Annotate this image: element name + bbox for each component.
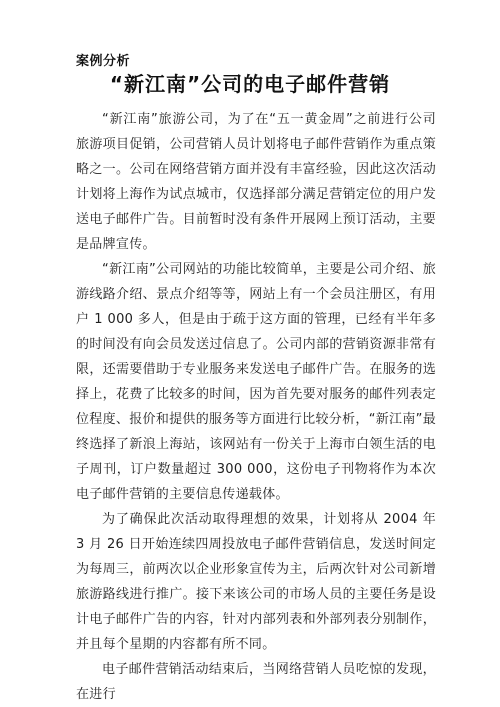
document-title: “新江南”公司的电子邮件营销 [109, 72, 391, 96]
paragraph: 电子邮件营销活动结束后，当网络营销人员吃惊的发现，在进行 [76, 662, 436, 702]
paragraph: 为了确保此次活动取得理想的效果，计划将从 2004 年 3 月 26 日开始连续四周投放电子邮件营销信息，发送时间定为每周三，前两次以企业形象宣传为主，后两次针对公司新增旅游路线进行推广。接下来该公司的市场人员的主要任务是设计电子邮件广告的内容，针对内部列表和外部列表分别制作，并且每个星期的内容都有所不同。 [76, 512, 436, 652]
paragraph: “新江南”公司网站的功能比较简单，主要是公司介绍、旅游线路介绍、景点介绍等等，网站上有一个会员注册区，有用户 1 000 多人，但是由于疏于这方面的管理，已经有半年多的时间没有向会员发送过信息了。公司内部的营销资源非常有限，还需要借助于专业服务来发送电子邮件广告。在服务的选择上，花费了比较多的时间，因为首先要对服务的邮件列表定位程度、报价和提供的服务等方面进行比较分析，“新江南”最终选择了新浪上海站，该网站有一份关于上海市白领生活的电子周刊，订户数量超过 300 000，这份电子刊物将作为本次电子邮件营销的主要信息传递载体。 [76, 262, 436, 502]
document-body [76, 107, 436, 707]
section-label: 案例分析 [76, 54, 131, 69]
paragraph: “新江南”旅游公司，为了在“五一黄金周”之前进行公司旅游项目促销，公司营销人员计划将电子邮件营销作为重点策略之一。公司在网络营销方面并没有丰富经验，因此这次活动计划将上海作为试点城市，仅选择部分满足营销定位的用户发送电子邮件广告。目前暂时没有条件开展网上预订活动，主要是品牌宣传。 [76, 112, 436, 252]
